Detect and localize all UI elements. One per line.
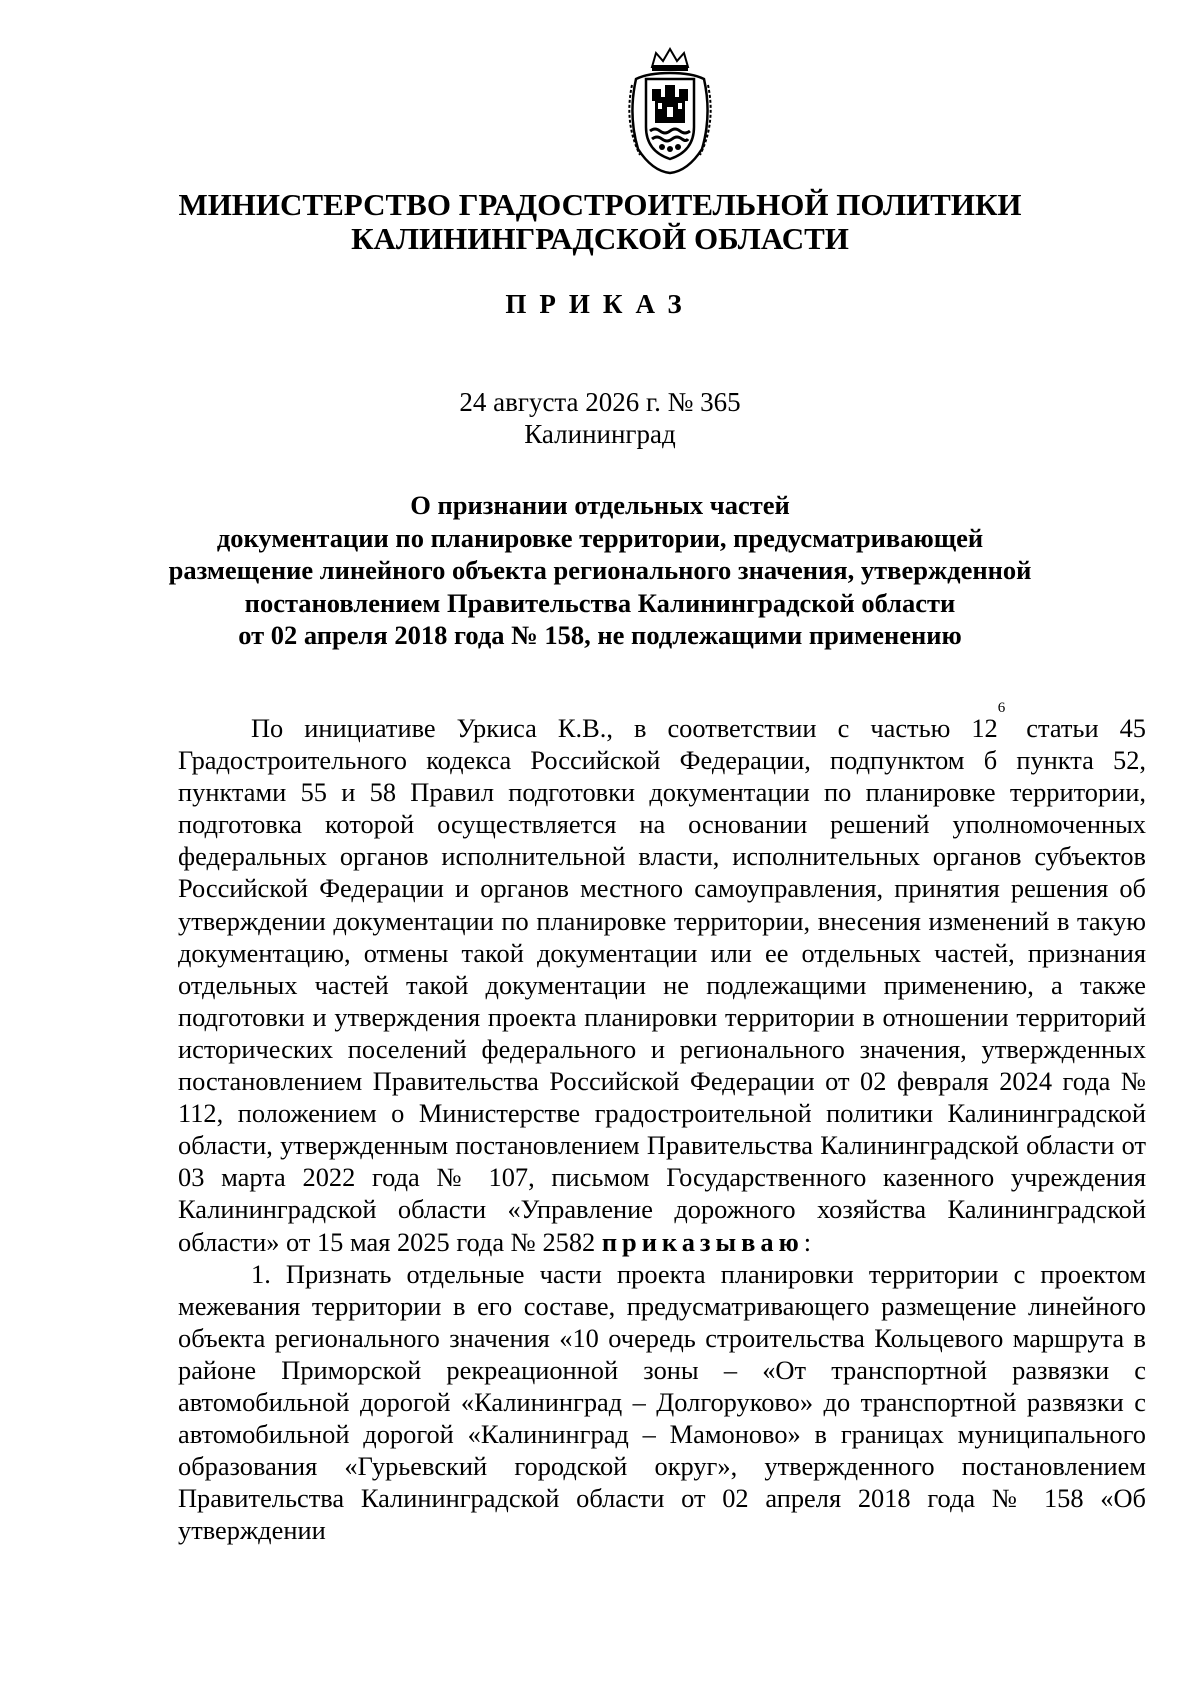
coat-of-arms-icon xyxy=(622,45,718,175)
subject-line-5: от 02 апреля 2018 года № 158, не подлежащими применению xyxy=(238,620,962,650)
subject-line-4: постановлением Правительства Калининградской области xyxy=(244,587,956,618)
order-subject-title xyxy=(0,489,1200,652)
preamble-text-rest: статьи 45 Градостроительного кодекса Российской Федерации, подпунктом б пункта 52, пунктами 55 и 58 Правил подготовки документации по планировке территории, подготовка которой осуществляется на основании решений уполномоченных федеральных органов исполнительной власти, исполнительных органов субъектов Российской Федерации и органов местного самоуправления, принятия решения об утверждении документации по планировке территории, внесения изменений в такую документацию, отмены такой документации или ее отдельных частей, признания отдельных частей такой документации не подлежащими применению, а также подготовки и утверждения проекта планировки территории в отношении территорий исторических поселений федерального и регионального значения, утвержденных постановлением Правительства Российской Федерации от 02 февраля 2024 года № 112, положением о Министерстве градостроительной политики Калининградской области, утвержденным постановлением Правительства Калининградской области от 03 марта 2022 года № 107, письмом Государственного казенного учреждения Калининградской области «Управление дорожного хозяйства Калининградской области» от 15 мая 2025 года № 2582 xyxy=(178,713,1146,1257)
document-type: ПРИКАЗ xyxy=(505,289,695,319)
preamble-text-start: По инициативе Уркиса К.В., в соответствии с частью 12 xyxy=(251,713,998,743)
ministry-line-2: КАЛИНИНГРАДСКОЙ ОБЛАСТИ xyxy=(351,221,849,256)
clause-1-paragraph: 1. Признать отдельные части проекта планировки территории с проектом межевания территории в его составе, предусматривающего размещение линейного объекта регионального значения «10 очередь строительства Кольцевого маршрута в районе Приморской рекреационной зоны – «От транспортной развязки с автомобильной дорогой «Калининград – Долгоруково» до транспортной развязки с автомобильной дорогой «Калининград – Мамоново» в границах муниципального образования «Гурьевский городской округ», утвержденного постановлением Правительства Калининградской области от 02 апреля 2018 года № 158 «Об утверждении xyxy=(178,1258,1146,1546)
date-and-place xyxy=(0,386,1200,450)
order-colon: : xyxy=(803,1226,812,1257)
date-number: 24 августа 2026 г. № 365 xyxy=(459,387,741,417)
document-body xyxy=(178,700,1146,1546)
superscript-index: 6 xyxy=(997,700,1006,716)
subject-line-1: О признании отдельных частей xyxy=(410,490,790,520)
ministry-name xyxy=(0,188,1200,256)
ministry-line-1: МИНИСТЕРСТВО ГРАДОСТРОИТЕЛЬНОЙ ПОЛИТИКИ xyxy=(178,187,1022,222)
preamble-paragraph xyxy=(178,700,1146,1258)
order-word: приказываю xyxy=(601,1226,804,1257)
subject-line-2: документации по планировке территории, предусматривающей xyxy=(216,522,984,553)
subject-line-3: размещение линейного объекта регионального значения, утвержденной xyxy=(168,555,1032,585)
city-name: Калининград xyxy=(524,419,676,449)
